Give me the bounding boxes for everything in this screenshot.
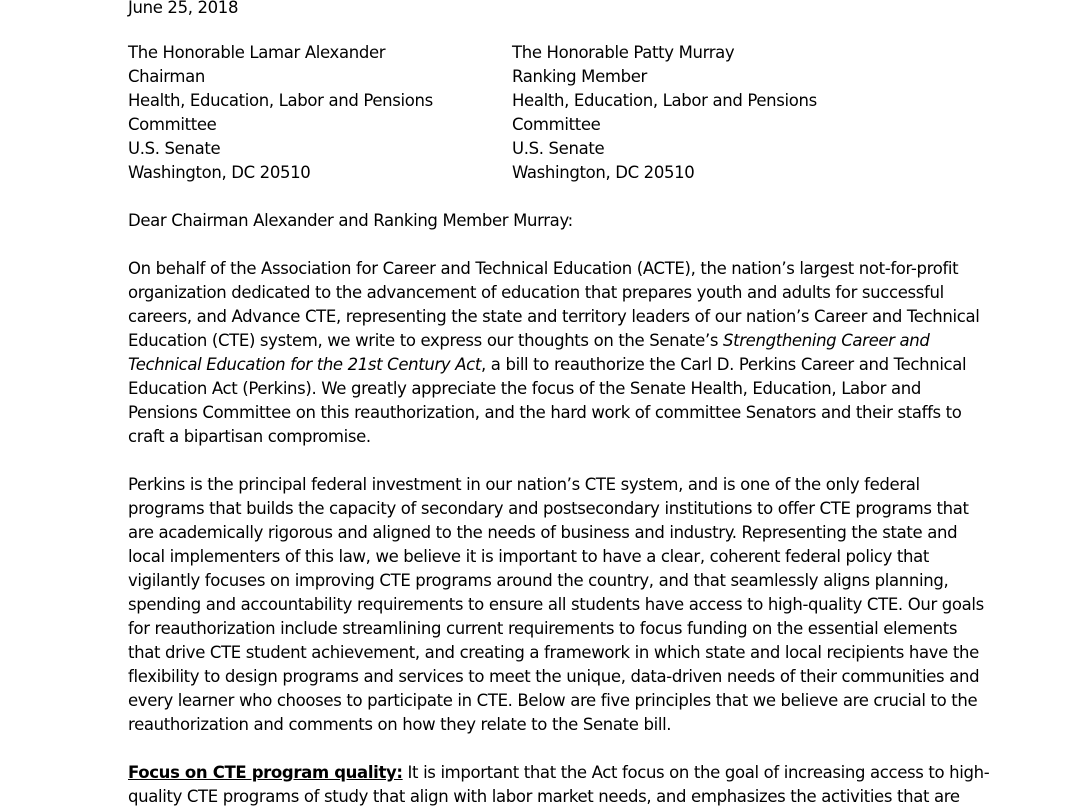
act-title-italic: Technical Education for the 21st Century Act — [128, 355, 482, 374]
recipient-committee-cont: Committee — [128, 115, 217, 134]
paragraph-line: spending and accountability requirements to ensure all students have access to high-quality CTE. Our goals — [128, 595, 984, 614]
paragraph-line: On behalf of the Association for Career and Technical Education (ACTE), the nation’s largest not-for-profit — [128, 259, 959, 278]
recipient-chamber: U.S. Senate — [512, 139, 605, 158]
paragraph-line: programs that builds the capacity of secondary and postsecondary institutions to offer CTE programs that — [128, 499, 969, 518]
recipient-city: Washington, DC 20510 — [128, 163, 311, 182]
paragraph-line: for reauthorization include streamlining current requirements to focus funding on the essential elements — [128, 619, 958, 638]
recipient-committee-cont: Committee — [512, 115, 601, 134]
paragraph-perkins — [128, 473, 988, 737]
paragraph-line — [128, 761, 988, 785]
recipient-address-alexander — [128, 41, 433, 185]
paragraph-line: Pensions Committee on this reauthorization, and the hard work of committee Senators and their staffs to — [128, 403, 962, 422]
paragraph-text: Education (CTE) system, we write to express our thoughts on the Senate’s — [128, 331, 723, 350]
recipient-title: Ranking Member — [512, 67, 647, 86]
paragraph-line — [128, 329, 988, 353]
paragraph-line: reauthorization and comments on how they relate to the Senate bill. — [128, 715, 672, 734]
section-heading: Focus on CTE program quality: — [128, 763, 403, 782]
paragraph-line: craft a bipartisan compromise. — [128, 427, 371, 446]
paragraph-text: It is important that the Act focus on the goal of increasing access to high- — [402, 763, 990, 782]
letter-date: June 25, 2018 — [128, 0, 239, 17]
paragraph-line — [128, 353, 988, 377]
recipient-address-murray — [512, 41, 817, 185]
paragraph-line: are academically rigorous and aligned to the needs of business and industry. Representing the state and — [128, 523, 958, 542]
recipient-city: Washington, DC 20510 — [512, 163, 695, 182]
paragraph-line: quality CTE programs of study that align with labor market needs, and emphasizes the activities that are — [128, 787, 960, 806]
paragraph-line: careers, and Advance CTE, representing the state and territory leaders of our nation’s Career and Technical — [128, 307, 980, 326]
paragraph-line: flexibility to design programs and services to meet the unique, data-driven needs of their communities and — [128, 667, 980, 686]
paragraph-line: every learner who chooses to participate in CTE. Below are five principles that we believe are crucial to the — [128, 691, 978, 710]
paragraph-line: organization dedicated to the advancement of education that prepares youth and adults for successful — [128, 283, 944, 302]
paragraph-intro — [128, 257, 988, 449]
paragraph-line: Perkins is the principal federal investment in our nation’s CTE system, and is one of the only federal — [128, 475, 920, 494]
paragraph-line: local implementers of this law, we believe it is important to have a clear, coherent federal policy that — [128, 547, 929, 566]
paragraph-line: that drive CTE student achievement, and creating a framework in which state and local recipients have the — [128, 643, 979, 662]
recipient-committee: Health, Education, Labor and Pensions — [128, 91, 433, 110]
paragraph-line: vigilantly focuses on improving CTE programs around the country, and that seamlessly aligns planning, — [128, 571, 949, 590]
paragraph-line: Education Act (Perkins). We greatly appreciate the focus of the Senate Health, Education, Labor and — [128, 379, 921, 398]
recipient-name: The Honorable Patty Murray — [512, 43, 735, 62]
paragraph-program-quality — [128, 761, 988, 809]
recipient-title: Chairman — [128, 67, 206, 86]
paragraph-text: , a bill to reauthorize the Carl D. Perkins Career and Technical — [481, 355, 967, 374]
recipient-chamber: U.S. Senate — [128, 139, 221, 158]
recipient-committee: Health, Education, Labor and Pensions — [512, 91, 817, 110]
act-title-italic: Strengthening Career and — [723, 331, 930, 350]
salutation: Dear Chairman Alexander and Ranking Member Murray: — [128, 211, 573, 230]
recipient-name: The Honorable Lamar Alexander — [128, 43, 386, 62]
